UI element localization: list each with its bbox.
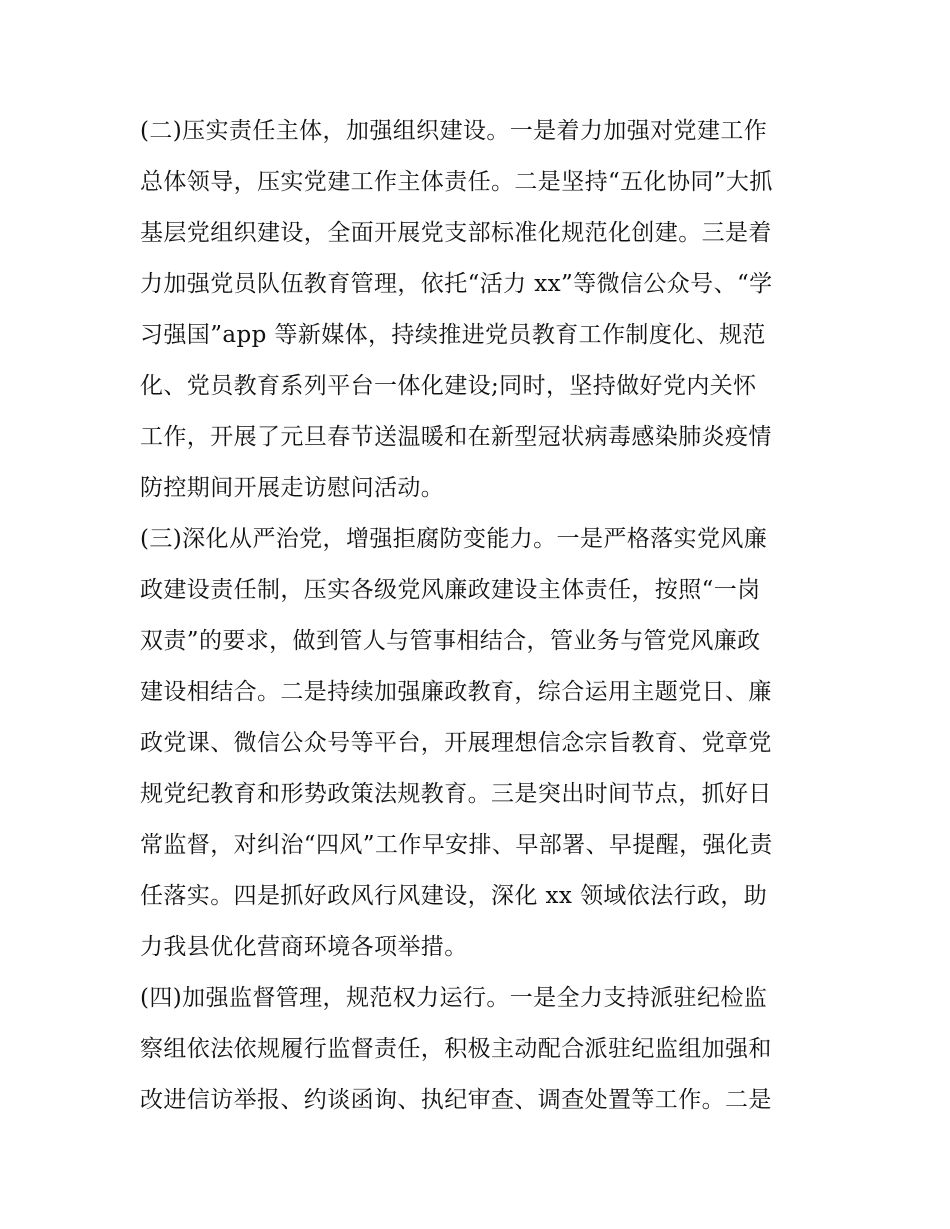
text-line: 总体领导，压实党建工作主体责任。二是坚持“五化协同”大抓 (140, 169, 773, 195)
text-line: (二)压实责任主体，加强组织建设。一是着力加强对党建工作 (140, 118, 768, 144)
text-line: 政党课、微信公众号等平台，开展理想信念宗旨教育、党章党 (140, 730, 772, 756)
text-line: 双责”的要求，做到管人与管事相结合，管业务与管党风廉政 (140, 628, 761, 654)
text-line: 工作，开展了元旦春节送温暖和在新型冠状病毒感染肺炎疫情 (140, 424, 772, 450)
text-line: 力我县优化营商环境各项举措。 (140, 934, 468, 960)
text-line: 化、党员教育系列平台一体化建设;同时，坚持做好党内关怀 (140, 373, 757, 399)
document-body (140, 106, 820, 1126)
paragraph-2 (140, 106, 820, 514)
text-line: 察组依法依规履行监督责任，积极主动配合派驻纪监组加强和 (140, 1036, 772, 1062)
text-line: 习强国”app 等新媒体，持续推进党员教育工作制度化、规范 (140, 322, 766, 348)
text-line: 规党纪教育和形势政策法规教育。三是突出时间节点，抓好日 (140, 781, 772, 807)
text-line: 防控期间开展走访慰问活动。 (140, 475, 445, 501)
text-line: (三)深化从严治党，增强拒腐防变能力。一是严格落实党风廉 (140, 526, 768, 552)
paragraph-3 (140, 514, 820, 973)
text-line: 基层党组织建设，全面开展党支部标准化规范化创建。三是着 (140, 220, 772, 246)
text-line: 力加强党员队伍教育管理，依托“活力 xx”等微信公众号、“学 (140, 271, 773, 297)
text-line: 任落实。四是抓好政风行风建设，深化 xx 领域依法行政，助 (140, 883, 768, 909)
text-line: 建设相结合。二是持续加强廉政教育，综合运用主题党日、廉 (140, 679, 772, 705)
paragraph-4 (140, 973, 820, 1126)
text-line: 常监督，对纠治“四风”工作早安排、早部署、早提醒，强化责 (140, 832, 773, 858)
text-line: 改进信访举报、约谈函询、执纪审查、调查处置等工作。二是 (140, 1087, 772, 1113)
text-line: (四)加强监督管理，规范权力运行。一是全力支持派驻纪检监 (140, 985, 768, 1011)
text-line: 政建设责任制，压实各级党风廉政建设主体责任，按照“一岗 (140, 577, 761, 603)
